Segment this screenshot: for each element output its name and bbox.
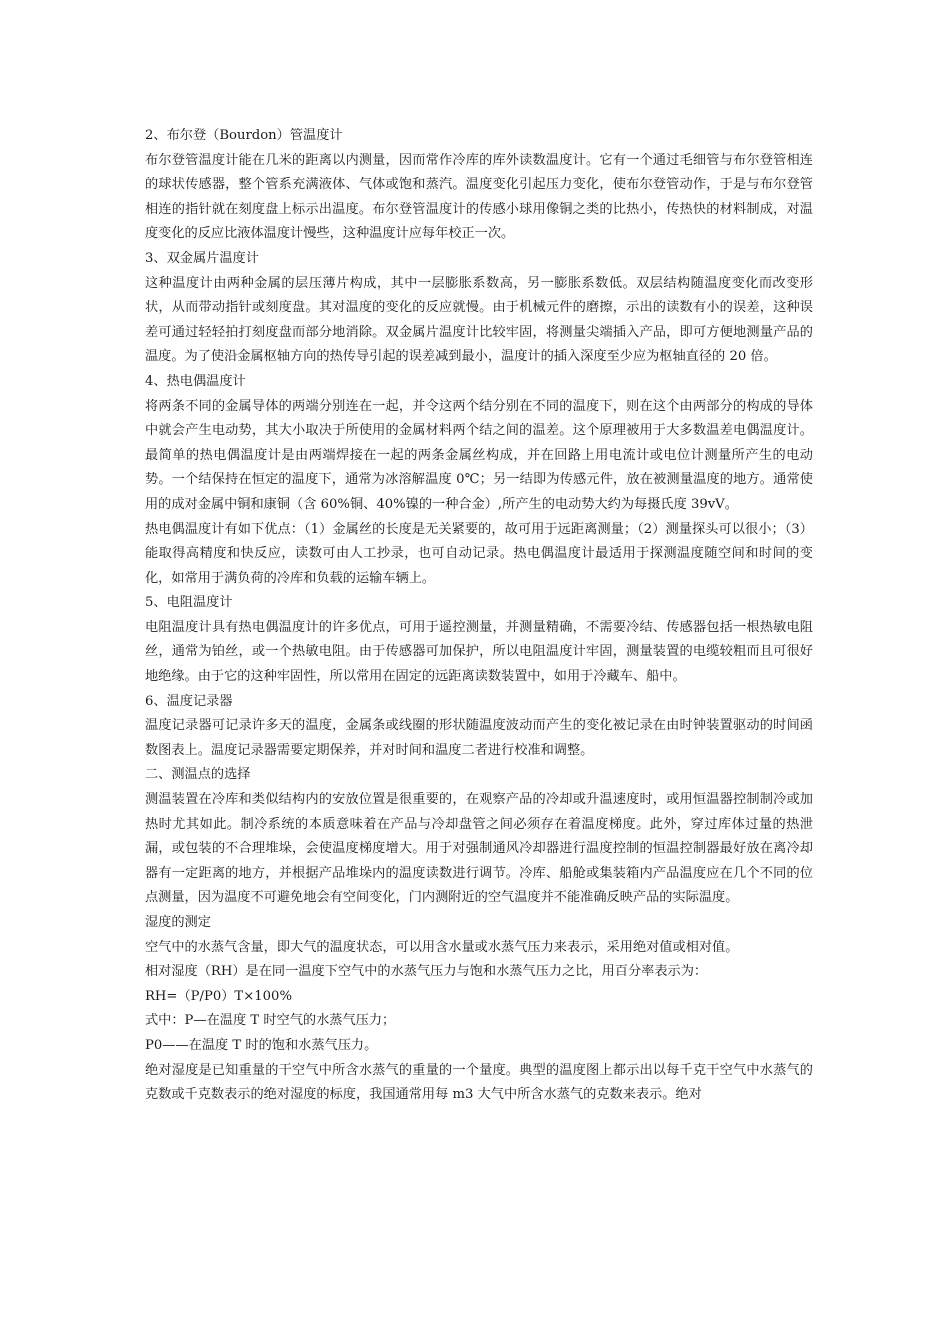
- section-heading-recorder: 6、温度记录器: [145, 693, 233, 709]
- paragraph-thermocouple-advantages: 热电偶温度计有如下优点：（1）金属丝的长度是无关紧要的，故可用于远距离测量；（2）测量探头可以很小；（3）能取得高精度和快反应，读数可由人工抄录，也可自动记录。热电偶温度计最适用于探测温度随空间和时间的变化，如常用于满负荷的冷库和负载的运输车辆上。: [145, 521, 813, 586]
- formula-definition-p0: P0——在温度 T 时的饱和水蒸气压力。: [145, 1037, 378, 1053]
- formula-rh: RH=（P/P0）T×100%: [145, 988, 292, 1004]
- paragraph-thermocouple: 将两条不同的金属导体的两端分别连在一起，并令这两个结分别在不同的温度下，则在这个由两部分的构成的导体中就会产生电动势，其大小取决于所使用的金属材料两个结之间的温差。这个原理被用于大多数温差电偶温度计。最简单的热电偶温度计是由两端焊接在一起的两条金属丝构成，并在回路上用电流计或电位计测量所产生的电动势。一个结保持在恒定的温度下，通常为冰溶解温度 0℃；另一结即为传感元件，放在被测量温度的地方。通常使用的成对金属中铜和康铜（含 60%铜、40%镍的一种合金）,所产生的电动势大约为每摄氏度 39vV。: [145, 398, 813, 512]
- section-heading-resistance: 5、电阻温度计: [145, 595, 233, 611]
- section-heading-humidity: 湿度的测定: [145, 915, 211, 930]
- paragraph-measuring-points: 测温装置在冷库和类似结构内的安放位置是很重要的，在观察产品的冷却或升温速度时，或用恒温器控制制冷或加热时尤其如此。制冷系统的本质意味着在产品与冷却盘管之间必须存在着温度梯度。此外，穿过库体过量的热泄漏，或包装的不合理堆垛，会使温度梯度增大。用于对强制通风冷却器进行温度控制的恒温控制器最好放在离冷却器有一定距离的地方，并根据产品堆垛内的温度读数进行调节。冷库、船舱或集装箱内产品温度应在几个不同的位点测量，因为温度不可避免地会有空间变化，门内测附近的空气温度并不能准确反映产品的实际温度。: [145, 792, 813, 906]
- paragraph-humidity-intro: 空气中的水蒸气含量，即大气的温度状态，可以用含水量或水蒸气压力来表示，采用绝对值或相对值。: [145, 939, 739, 955]
- section-heading-bimetal: 3、双金属片温度计: [145, 250, 259, 266]
- section-heading-measuring-points: 二、测温点的选择: [145, 767, 251, 783]
- section-heading-thermocouple: 4、热电偶温度计: [145, 373, 246, 389]
- formula-definition-p: 式中：P—在温度 T 时空气的水蒸气压力；: [145, 1013, 396, 1029]
- paragraph-recorder: 温度记录器可记录许多天的温度，金属条或线圈的形状随温度波动而产生的变化被记录在由时钟装置驱动的时间函数图表上。温度记录器需要定期保养，并对时间和温度二者进行校准和调整。: [145, 718, 813, 758]
- paragraph-bourdon: 布尔登管温度计能在几米的距离以内测量，因而常作冷库的库外读数温度计。它有一个通过毛细管与布尔登管相连的球状传感器，整个管系充满液体、气体或饱和蒸汽。温度变化引起压力变化，使布尔登管动作，于是与布尔登管相连的指针就在刻度盘上标示出温度。布尔登管温度计的传感小球用像铜之类的比热小，传热快的材料制成，对温度变化的反应比液体温度计慢些，这种温度计应每年校正一次。: [145, 152, 813, 242]
- paragraph-bimetal: 这种温度计由两种金属的层压薄片构成，其中一层膨胀系数高，另一膨胀系数低。双层结构随温度变化而改变形状，从而带动指针或刻度盘。其对温度的变化的反应就慢。由于机械元件的磨擦，示出的读数有小的误差，这种误差可通过轻轻拍打刻度盘而部分地消除。双金属片温度计比较牢固，将测量尖端插入产品，即可方便地测量产品的温度。为了使沿金属枢轴方向的热传导引起的误差减到最小，温度计的插入深度至少应为枢轴直径的 20 倍。: [145, 275, 813, 365]
- paragraph-absolute-humidity: 绝对湿度是已知重量的干空气中所含水蒸气的重量的一个量度。典型的温度图上都示出以每千克干空气中水蒸气的克数或千克数表示的绝对湿度的标度，我国通常用每 m3 大气中所含水蒸气的克数来表示。绝对: [145, 1062, 813, 1103]
- section-heading-bourdon: 2、布尔登（Bourdon）管温度计: [145, 128, 343, 143]
- paragraph-relative-humidity: 相对湿度（RH）是在同一温度下空气中的水蒸气压力与饱和水蒸气压力之比，用百分率表示为：: [145, 964, 708, 980]
- paragraph-resistance: 电阻温度计具有热电偶温度计的许多优点，可用于遥控测量，并测量精确，不需要冷结、传感器包括一根热敏电阻丝，通常为铂丝，或一个热敏电阻。由于传感器可加保护，所以电阻温度计牢固，测量装置的电缆较粗而且可很好地绝缘。由于它的这种牢固性，所以常用在固定的远距离读数装置中，如用于冷藏车、船中。: [145, 619, 813, 685]
- document-body: [145, 124, 813, 1108]
